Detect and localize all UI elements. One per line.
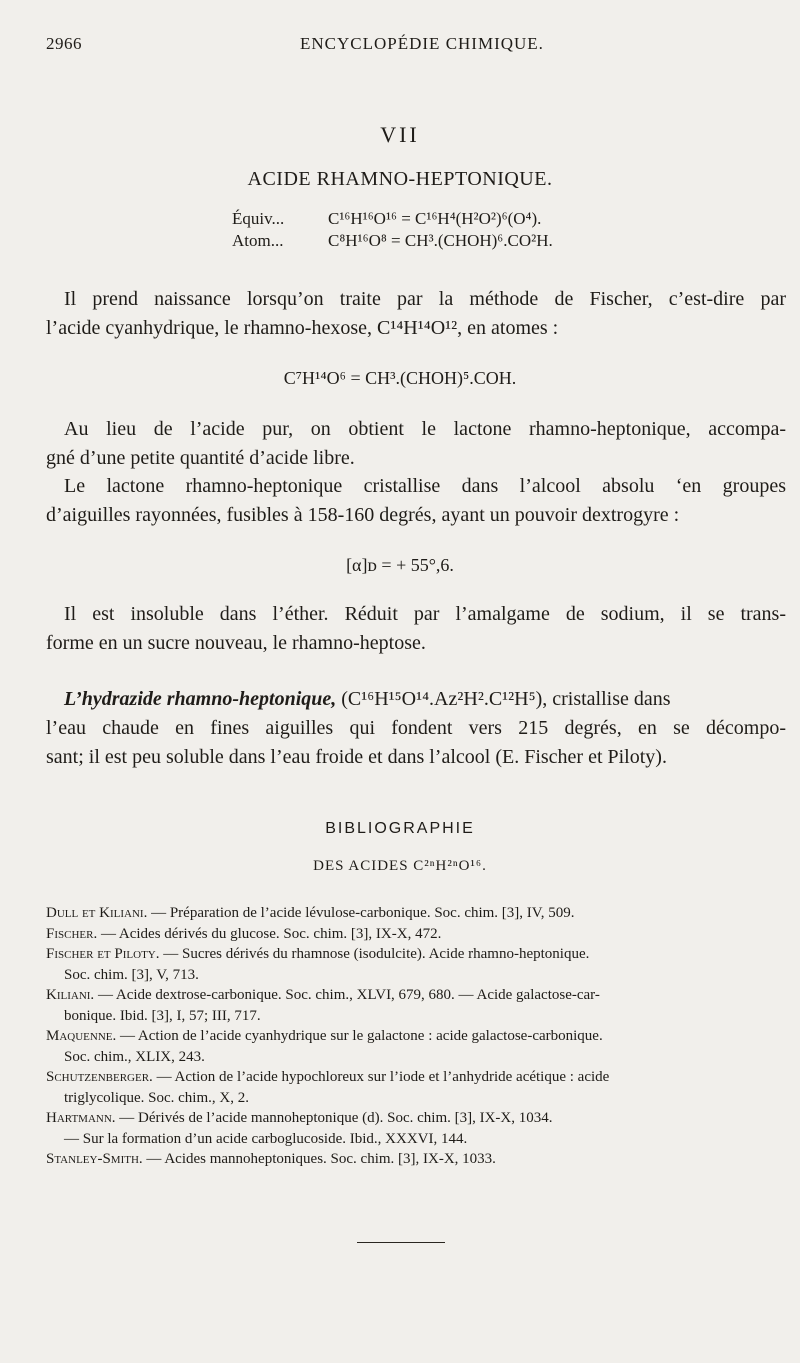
reference-author: Dull et Kiliani. — [46, 905, 148, 921]
reference-text: — Action de l’acide cyanhydrique sur le galactone : acide galactose-carbonique. — [116, 1028, 603, 1044]
paragraph-2 — [46, 415, 786, 473]
running-header: ENCYCLOPÉDIE CHIMIQUE. — [300, 34, 544, 53]
paragraph-4-line-1: Il est insoluble dans l’éther. Réduit par l’amalgame de sodium, il se trans- — [64, 603, 786, 625]
section-number: VII — [380, 122, 420, 147]
paragraph-5 — [46, 685, 786, 772]
section-title: ACIDE RHAMNO-HEPTONIQUE. — [247, 168, 553, 190]
paragraph-4-line-2: forme en un sucre nouveau, le rhamno-heptose. — [46, 632, 426, 654]
paragraph-3-line-1: Le lactone rhamno-heptonique cristallise dans l’alcool absolu ‘en groupes — [64, 475, 786, 497]
reference-entry — [46, 1108, 782, 1129]
reference-entry — [46, 1026, 782, 1047]
paragraph-5-line-3: sant; il est peu soluble dans l’eau froide et dans l’alcool (E. Fischer et Piloty). — [46, 746, 667, 768]
paragraph-3-line-2: d’aiguilles rayonnées, fusibles à 158-160 degrés, ayant un pouvoir dextrogyre : — [46, 504, 680, 526]
reference-author: Hartmann. — [46, 1110, 116, 1126]
reference-author: Maquenne. — [46, 1028, 117, 1044]
reference-text: — Acides mannoheptoniques. Soc. chim. [3], IX-X, 1033. — [142, 1151, 496, 1167]
reference-text: bonique. Ibid. [3], I, 57; III, 717. — [64, 1007, 261, 1024]
reference-text: — Dérivés de l’acide mannoheptonique (d). Soc. chim. [3], IX-X, 1034. — [115, 1110, 553, 1126]
reference-entry — [46, 1006, 782, 1027]
reference-entry — [46, 985, 782, 1006]
bibliography-subtitle: DES ACIDES C²ⁿH²ⁿO¹⁶. — [313, 858, 487, 874]
paragraph-5-line-1 — [46, 685, 786, 714]
paragraph-5-line-2: l’eau chaude en fines aiguilles qui fondent vers 215 degrés, en se décompo- — [46, 717, 786, 739]
paragraph-2-line-1: Au lieu de l’acide pur, on obtient le lactone rhamno-heptonique, accompa- — [64, 418, 786, 440]
paragraph-1 — [46, 285, 786, 343]
atom-label: Atom... — [232, 231, 284, 250]
reference-text: — Sucres dérivés du rhamnose (isodulcite). Acide rhamno-heptonique. — [159, 946, 590, 962]
reference-author: Schutzenberger. — [46, 1069, 153, 1085]
equiv-label: Équiv... — [232, 209, 285, 228]
formula-rhamno-hexose: C⁷H¹⁴O⁶ = CH³.(CHOH)⁵.COH. — [283, 368, 517, 388]
hydrazide-term: L’hydrazide rhamno-heptonique, — [64, 688, 337, 710]
reference-text: triglycolique. Soc. chim., X, 2. — [64, 1089, 249, 1106]
equiv-formula: C¹⁶H¹⁶O¹⁶ = C¹⁶H⁴(H²O²)⁶(O⁴). — [328, 209, 542, 228]
reference-text: — Action de l’acide hypochloreux sur l’iode et l’anhydride acétique : acide — [152, 1069, 610, 1085]
paragraph-1-line-2: l’acide cyanhydrique, le rhamno-hexose, C¹⁴H¹⁴O¹², en atomes : — [46, 317, 559, 339]
reference-list — [46, 903, 782, 1170]
reference-author: Fischer. — [46, 925, 98, 942]
paragraph-4 — [46, 600, 786, 658]
end-rule — [357, 1242, 445, 1243]
paragraph-1-line-1: Il prend naissance lorsqu’on traite par la méthode de Fischer, c’est-dire par — [64, 288, 786, 310]
reference-entry — [46, 944, 782, 965]
reference-text: Soc. chim., XLIX, 243. — [64, 1048, 205, 1065]
atom-formula: C⁸H¹⁶O⁸ = CH³.(CHOH)⁶.CO²H. — [328, 231, 553, 250]
bibliography-title: BIBLIOGRAPHIE — [325, 820, 475, 837]
reference-author: Stanley-Smith. — [46, 1151, 143, 1167]
reference-entry — [46, 1067, 782, 1088]
reference-text: — Préparation de l’acide lévulose-carbonique. Soc. chim. [3], IV, 509. — [147, 905, 575, 921]
reference-entry — [46, 1149, 782, 1170]
rotation-formula: [α]ᴅ = + 55°,6. — [346, 555, 454, 575]
paragraph-2-line-2: gné d’une petite quantité d’acide libre. — [46, 447, 355, 469]
reference-author: Fischer et Piloty. — [46, 946, 160, 962]
reference-entry — [46, 903, 782, 924]
reference-text: — Sur la formation d’un acide carboglucoside. Ibid., XXXVI, 144. — [64, 1130, 468, 1147]
reference-text: — Acides dérivés du glucose. Soc. chim. [3], IX-X, 472. — [97, 925, 442, 942]
hydrazide-formula: (C¹⁶H¹⁵O¹⁴.Az²H².C¹²H⁵), cristallise dans — [341, 688, 671, 710]
reference-entry — [46, 1047, 782, 1068]
reference-entry — [46, 1088, 782, 1109]
reference-entry — [46, 1129, 782, 1150]
reference-text: — Acide dextrose-carbonique. Soc. chim., XLVI, 679, 680. — Acide galactose-car- — [94, 987, 600, 1003]
reference-entry — [46, 924, 782, 945]
page-number: 2966 — [46, 34, 82, 53]
reference-text: Soc. chim. [3], V, 713. — [64, 966, 199, 983]
paragraph-3 — [46, 472, 786, 530]
reference-entry — [46, 965, 782, 986]
reference-author: Kiliani. — [46, 987, 95, 1003]
